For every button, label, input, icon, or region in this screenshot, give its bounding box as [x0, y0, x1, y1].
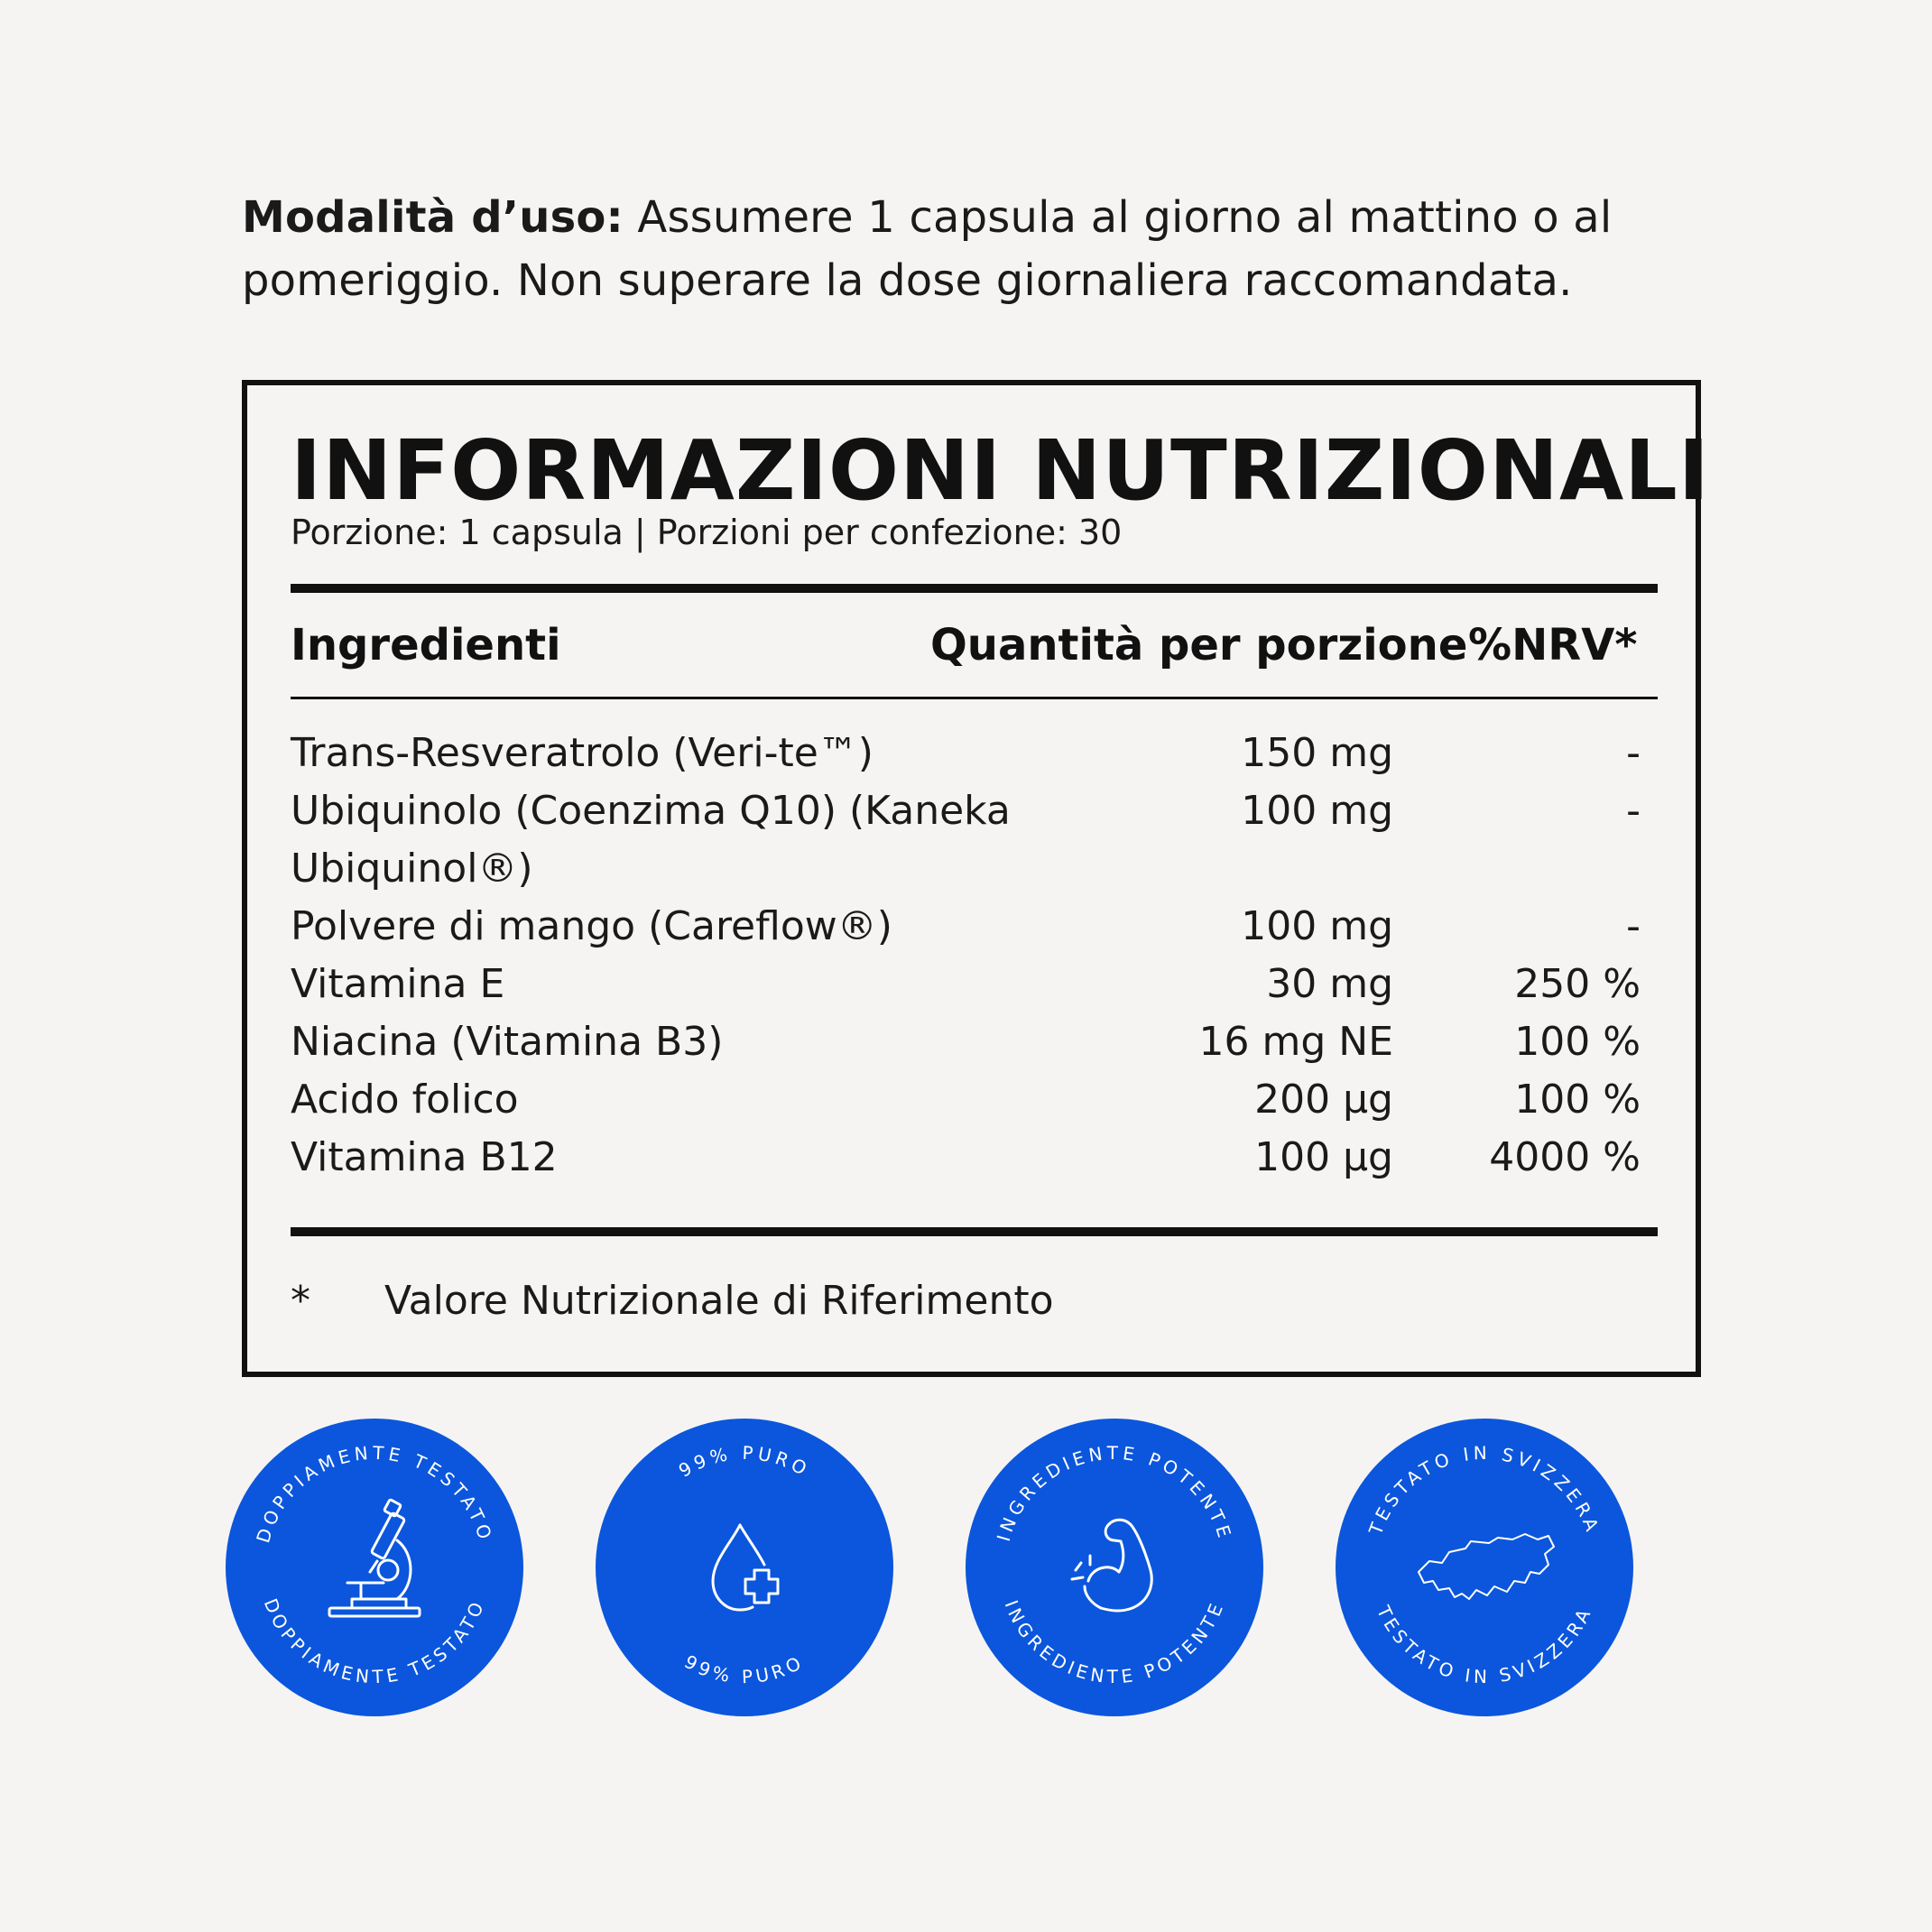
ingredient-nrv: -	[1626, 788, 1641, 834]
badge-ingrediente-potente	[966, 1419, 1263, 1716]
header-nrv: %NRV*	[1468, 620, 1638, 670]
divider-header	[291, 697, 1658, 699]
badge-top-text: INGREDIENTE POTENTE	[992, 1441, 1237, 1544]
serving-info: Porzione: 1 capsula | Porzioni per confezione: 30	[291, 513, 1123, 552]
ingredient-nrv: 100 %	[1514, 1077, 1641, 1123]
ingredient-nrv: -	[1626, 730, 1641, 776]
badge-bottom-text: TESTATO IN SVIZZERA	[1373, 1602, 1597, 1688]
ingredient-name: Vitamina B12	[291, 1134, 558, 1180]
ingredient-quantity: 100 µg	[1254, 1134, 1393, 1180]
ingredient-name: Trans-Resveratrolo (Veri-te™)	[291, 730, 874, 776]
ingredient-quantity: 100 mg	[1241, 788, 1393, 834]
badge-bottom-text: DOPPIAMENTE TESTATO	[259, 1595, 490, 1688]
table-row	[291, 725, 1653, 782]
badge-graphic	[1336, 1419, 1633, 1716]
table-row	[291, 1129, 1653, 1187]
ingredient-quantity: 100 mg	[1241, 903, 1393, 949]
badge-bottom-text: INGREDIENTE POTENTE	[1000, 1596, 1229, 1688]
ingredient-name: Niacina (Vitamina B3)	[291, 1019, 724, 1065]
nutrition-panel	[242, 380, 1711, 1377]
divider-bottom	[291, 1227, 1658, 1236]
ingredient-nrv: 4000 %	[1489, 1134, 1641, 1180]
usage-text: Assumere 1 capsula al giorno al mattino o al pomeriggio. Non superare la dose giornaliera raccomandata.	[242, 192, 1613, 306]
table-row	[291, 956, 1653, 1013]
table-row	[291, 782, 1653, 898]
footnote-text: Valore Nutrizionale di Riferimento	[384, 1278, 1054, 1324]
ingredient-nrv: 250 %	[1514, 961, 1641, 1007]
ingredient-name: Vitamina E	[291, 961, 505, 1007]
header-quantity: Quantità per porzione	[930, 620, 1468, 670]
badge-testato-in-svizzera	[1336, 1419, 1633, 1716]
badge-top-text: TESTATO IN SVIZZERA	[1364, 1441, 1604, 1539]
ingredient-name: Ubiquinolo (Coenzima Q10) (Kaneka Ubiquinol®)	[291, 788, 1011, 892]
ingredient-quantity: 150 mg	[1241, 730, 1393, 776]
table-row	[291, 1071, 1653, 1129]
badge-bottom-text: 99% PURO	[680, 1650, 809, 1688]
header-ingredients: Ingredienti	[291, 620, 561, 670]
badge-graphic	[226, 1419, 523, 1716]
badge-99-puro	[596, 1419, 893, 1716]
usage-label: Modalità d’uso:	[242, 192, 624, 243]
divider-top	[291, 584, 1658, 593]
badge-graphic	[596, 1419, 893, 1716]
usage-instructions	[242, 186, 1722, 312]
badge-graphic	[966, 1419, 1263, 1716]
footnote	[291, 1274, 1054, 1328]
panel-title: INFORMAZIONI NUTRIZIONALI	[291, 422, 1711, 519]
ingredient-name: Acido folico	[291, 1077, 519, 1123]
ingredient-nrv: 100 %	[1514, 1019, 1641, 1065]
ingredient-name: Polvere di mango (Careflow®)	[291, 903, 892, 949]
ingredient-quantity: 200 µg	[1254, 1077, 1393, 1123]
ingredient-quantity: 16 mg NE	[1198, 1019, 1393, 1065]
footnote-symbol: *	[291, 1278, 310, 1324]
badge-top-text: DOPPIAMENTE TESTATO	[252, 1441, 497, 1546]
ingredient-nrv: -	[1626, 903, 1641, 949]
badge-doppiamente-testato	[226, 1419, 523, 1716]
badge-top-text: 99% PURO	[674, 1441, 814, 1482]
badge-row	[226, 1419, 1642, 1725]
table-row	[291, 898, 1653, 956]
table-row	[291, 1013, 1653, 1071]
ingredient-table	[291, 725, 1653, 1187]
ingredient-quantity: 30 mg	[1266, 961, 1393, 1007]
